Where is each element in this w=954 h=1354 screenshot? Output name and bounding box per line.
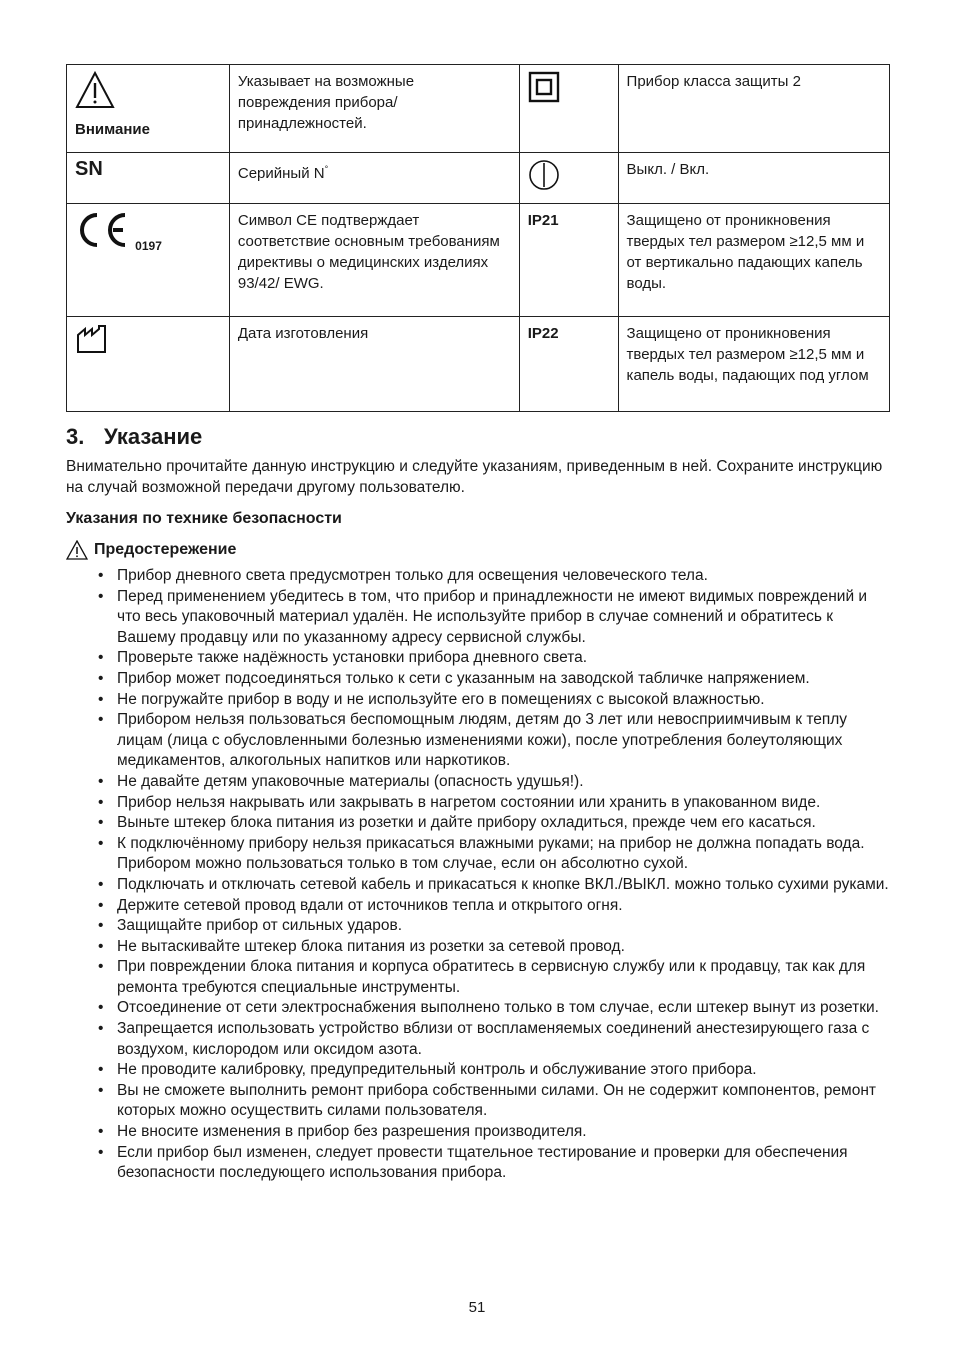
list-item: • Не давайте детям упаковочные материалы (опасность удушья!). (66, 772, 890, 793)
table-row (67, 317, 890, 412)
serial-number-label: SN (75, 158, 103, 180)
warning-label: Внимание (75, 121, 150, 138)
symbol-description: Символ CE подтверждает соответствие основным требованиям директивы о медицинских изделиях 93/42/ EWG. (229, 204, 519, 317)
symbol-description: Выкл. / Вкл. (618, 153, 889, 204)
symbol-cell (67, 65, 230, 153)
symbol-cell (67, 204, 230, 317)
symbol-description: Защищено от проникновения твердых тел размером ≥12,5 мм и от вертикально падающих капель воды. (618, 204, 889, 317)
list-item: • Вы не сможете выполнить ремонт прибора собственными силами. Он не содержит компонентов, ремонт которых можно осуществить силами пользователя. (66, 1081, 890, 1122)
symbols-table (66, 64, 890, 412)
table-row (67, 65, 890, 153)
section-intro: Внимательно прочитайте данную инструкцию и следуйте указаниям, приведенным в ней. Сохраните инструкцию на случай возможной передачи другому пользователю. (66, 458, 883, 496)
page-number: 51 (468, 1299, 486, 1316)
list-item: • Прибором нельзя пользоваться беспомощным людям, детям до 3 лет или невосприимчивым к теплу лицам (лица с обусловленными болезнью изменениями кожи), после употребления болеутоляющих медикаментов, алкогольных напитков или наркотиков. (66, 710, 890, 772)
list-item: • Если прибор был изменен, следует провести тщательное тестирование и проверки для обеспечения безопасности последующего использования прибора. (66, 1143, 890, 1184)
list-item: • Прибор нельзя накрывать или закрывать в нагретом состоянии или хранить в упакованном виде. (66, 793, 890, 814)
warning-triangle-icon (75, 71, 115, 109)
table-row (67, 204, 890, 317)
section-heading (66, 424, 890, 450)
symbol-cell (519, 204, 618, 317)
section-number: 3. (66, 424, 85, 449)
list-item: • Не вносите изменения в прибор без разрешения производителя. (66, 1122, 890, 1143)
list-item: • Не проводите калибровку, предупредительный контроль и обслуживание этого прибора. (66, 1060, 890, 1081)
list-item: • Подключать и отключать сетевой кабель и прикасаться к кнопке ВКЛ./ВЫКЛ. можно только сухими руками. (66, 875, 890, 896)
symbol-description: Указывает на возможные повреждения прибора/ принадлежностей. (229, 65, 519, 153)
manufacture-date-icon (75, 323, 109, 355)
warning-triangle-icon (66, 540, 88, 560)
protection-class-2-icon (528, 71, 560, 103)
list-item: • Не вытаскивайте штекер блока питания из розетки за сетевой провод. (66, 937, 890, 958)
symbol-description: Защищено от проникновения твердых тел размером ≥12,5 мм и капель воды, падающих под углом (618, 317, 889, 412)
warning-title: Предостережение (94, 541, 237, 558)
list-item: • Проверьте также надёжность установки прибора дневного света. (66, 648, 890, 669)
symbol-cell (519, 153, 618, 204)
table-row (67, 153, 890, 204)
list-item: • При повреждении блока питания и корпуса обратитесь в сервисную службу или к продавцу, так как для ремонта требуются специальные инструменты. (66, 957, 890, 998)
page-content (66, 64, 890, 1184)
list-item: • Защищайте прибор от сильных ударов. (66, 916, 890, 937)
list-item: • Перед применением убедитесь в том, что прибор и принадлежности не имеют видимых повреждений и что весь упаковочный материал удалён. Не используйте прибор в случае сомнений и обратитесь к Вашему продавцу или по указанному адресу сервисной службы. (66, 587, 890, 649)
symbol-cell (519, 317, 618, 412)
symbol-cell (519, 65, 618, 153)
list-item: • Запрещается использовать устройство вблизи от воспламеняемых соединений анестезирующего газа с воздухом, кислородом или оксидом азота. (66, 1019, 890, 1060)
warning-heading (66, 540, 890, 560)
symbol-description: Прибор класса защиты 2 (618, 65, 889, 153)
ip21-label: IP21 (527, 212, 559, 229)
notified-body-code: 0197 (135, 239, 162, 253)
ip22-label: IP22 (527, 325, 559, 342)
list-item: • К подключённому прибору нельзя прикасаться влажными руками; на прибор не должна попадать вода. Прибором можно пользоваться только в том случае, если он абсолютно сухой. (66, 834, 890, 875)
list-item: • Прибор дневного света предусмотрен только для освещения человеческого тела. (66, 566, 890, 587)
list-item: • Прибор может подсоединяться только к сети с указанным на заводской табличке напряжением. (66, 669, 890, 690)
safety-subtitle: Указания по технике безопасности (66, 510, 342, 527)
symbol-cell (67, 317, 230, 412)
list-item: • Не погружайте прибор в воду и не используйте его в помещениях с высокой влажностью. (66, 690, 890, 711)
list-item: • Держите сетевой провод вдали от источников тепла и открытого огня. (66, 896, 890, 917)
ce-mark-icon (75, 210, 131, 250)
symbol-description: Дата изготовления (229, 317, 519, 412)
safety-list (66, 566, 890, 1184)
symbol-cell (67, 153, 230, 204)
section-title: Указание (104, 424, 203, 449)
list-item: • Отсоединение от сети электроснабжения выполнено только в том случае, если штекер вынут из розетки. (66, 998, 890, 1019)
power-on-off-icon (528, 159, 560, 191)
symbol-description: Серийный N° (229, 153, 519, 204)
list-item: • Выньте штекер блока питания из розетки и дайте прибору охладиться, прежде чем его касаться. (66, 813, 890, 834)
